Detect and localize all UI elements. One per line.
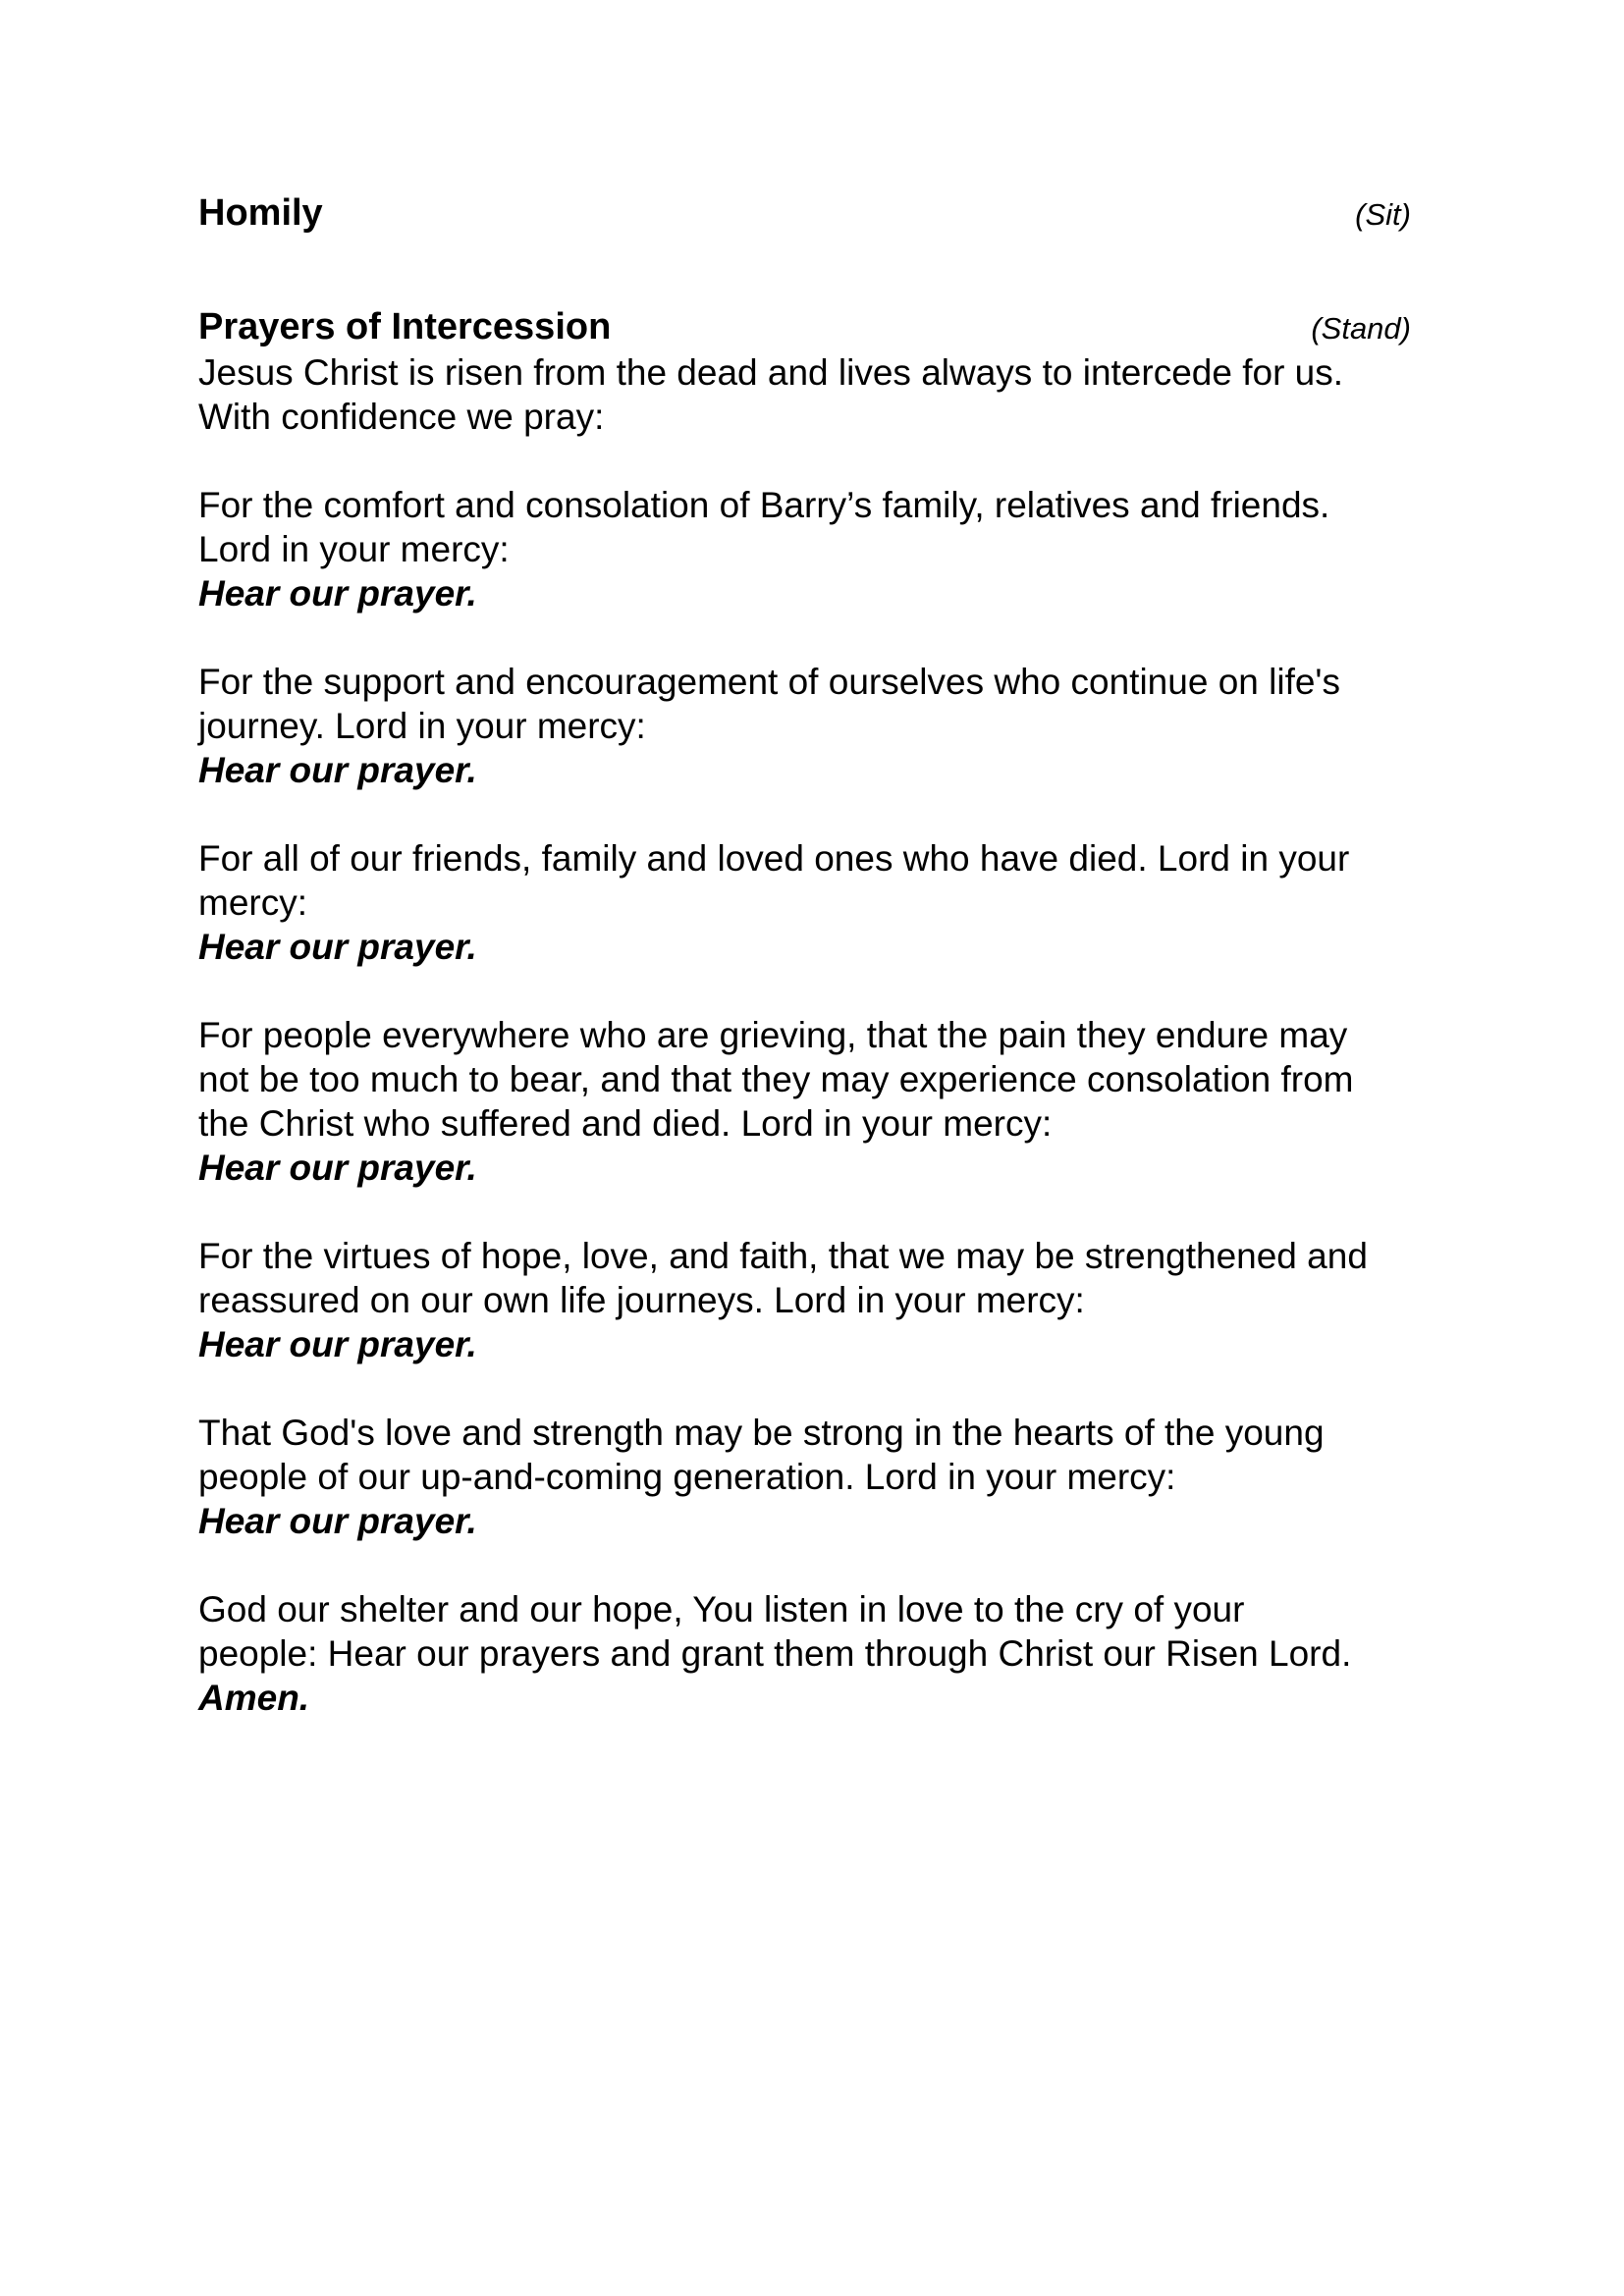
homily-header: [198, 191, 1411, 237]
intercession-header: [198, 305, 1411, 350]
petition-response: Hear our prayer.: [198, 1324, 477, 1364]
petition-line: That God's love and strength may be strong in the hearts of the young: [198, 1413, 1325, 1453]
petition-response: Hear our prayer.: [198, 1148, 477, 1188]
homily-title: Homily: [198, 192, 323, 234]
petition-line: people of our up-and-coming generation. Lord in your mercy:: [198, 1457, 1176, 1497]
petition-line: For all of our friends, family and loved ones who have died. Lord in your: [198, 838, 1350, 879]
closing-line: God our shelter and our hope, You listen in love to the cry of your: [198, 1589, 1245, 1629]
closing-response: Amen.: [198, 1678, 310, 1718]
petition: [198, 1411, 1445, 1543]
petition-response: Hear our prayer.: [198, 927, 477, 967]
petition-line: journey. Lord in your mercy:: [198, 706, 646, 746]
petition: [198, 660, 1445, 792]
petition-line: mercy:: [198, 882, 307, 923]
petition-response: Hear our prayer.: [198, 750, 477, 790]
intro-line: With confidence we pray:: [198, 397, 605, 437]
closing-prayer: [198, 1587, 1445, 1720]
petition-line: For the comfort and consolation of Barry’s family, relatives and friends.: [198, 485, 1330, 525]
petition-response: Hear our prayer.: [198, 573, 477, 614]
intercession-intro: [198, 350, 1445, 439]
intercession-posture: (Stand): [1311, 311, 1411, 346]
petition: [198, 1234, 1445, 1366]
petition-line: For the support and encouragement of ourselves who continue on life's: [198, 662, 1340, 702]
petition-line: reassured on our own life journeys. Lord in your mercy:: [198, 1280, 1085, 1320]
intro-line: Jesus Christ is risen from the dead and lives always to intercede for us.: [198, 352, 1344, 393]
petition: [198, 483, 1445, 615]
petition: [198, 836, 1445, 969]
homily-posture: (Sit): [1355, 197, 1411, 232]
petition-line: For the virtues of hope, love, and faith, that we may be strengthened and: [198, 1236, 1368, 1276]
petition-response: Hear our prayer.: [198, 1501, 477, 1541]
closing-line: people: Hear our prayers and grant them through Christ our Risen Lord.: [198, 1633, 1352, 1674]
petition-line: not be too much to bear, and that they may experience consolation from: [198, 1059, 1354, 1099]
petition: [198, 1013, 1445, 1190]
document-page: [198, 191, 1445, 1720]
petition-line: For people everywhere who are grieving, that the pain they endure may: [198, 1015, 1348, 1055]
petition-line: Lord in your mercy:: [198, 529, 510, 569]
intercession-title: Prayers of Intercession: [198, 306, 612, 347]
petition-line: the Christ who suffered and died. Lord in your mercy:: [198, 1103, 1053, 1144]
